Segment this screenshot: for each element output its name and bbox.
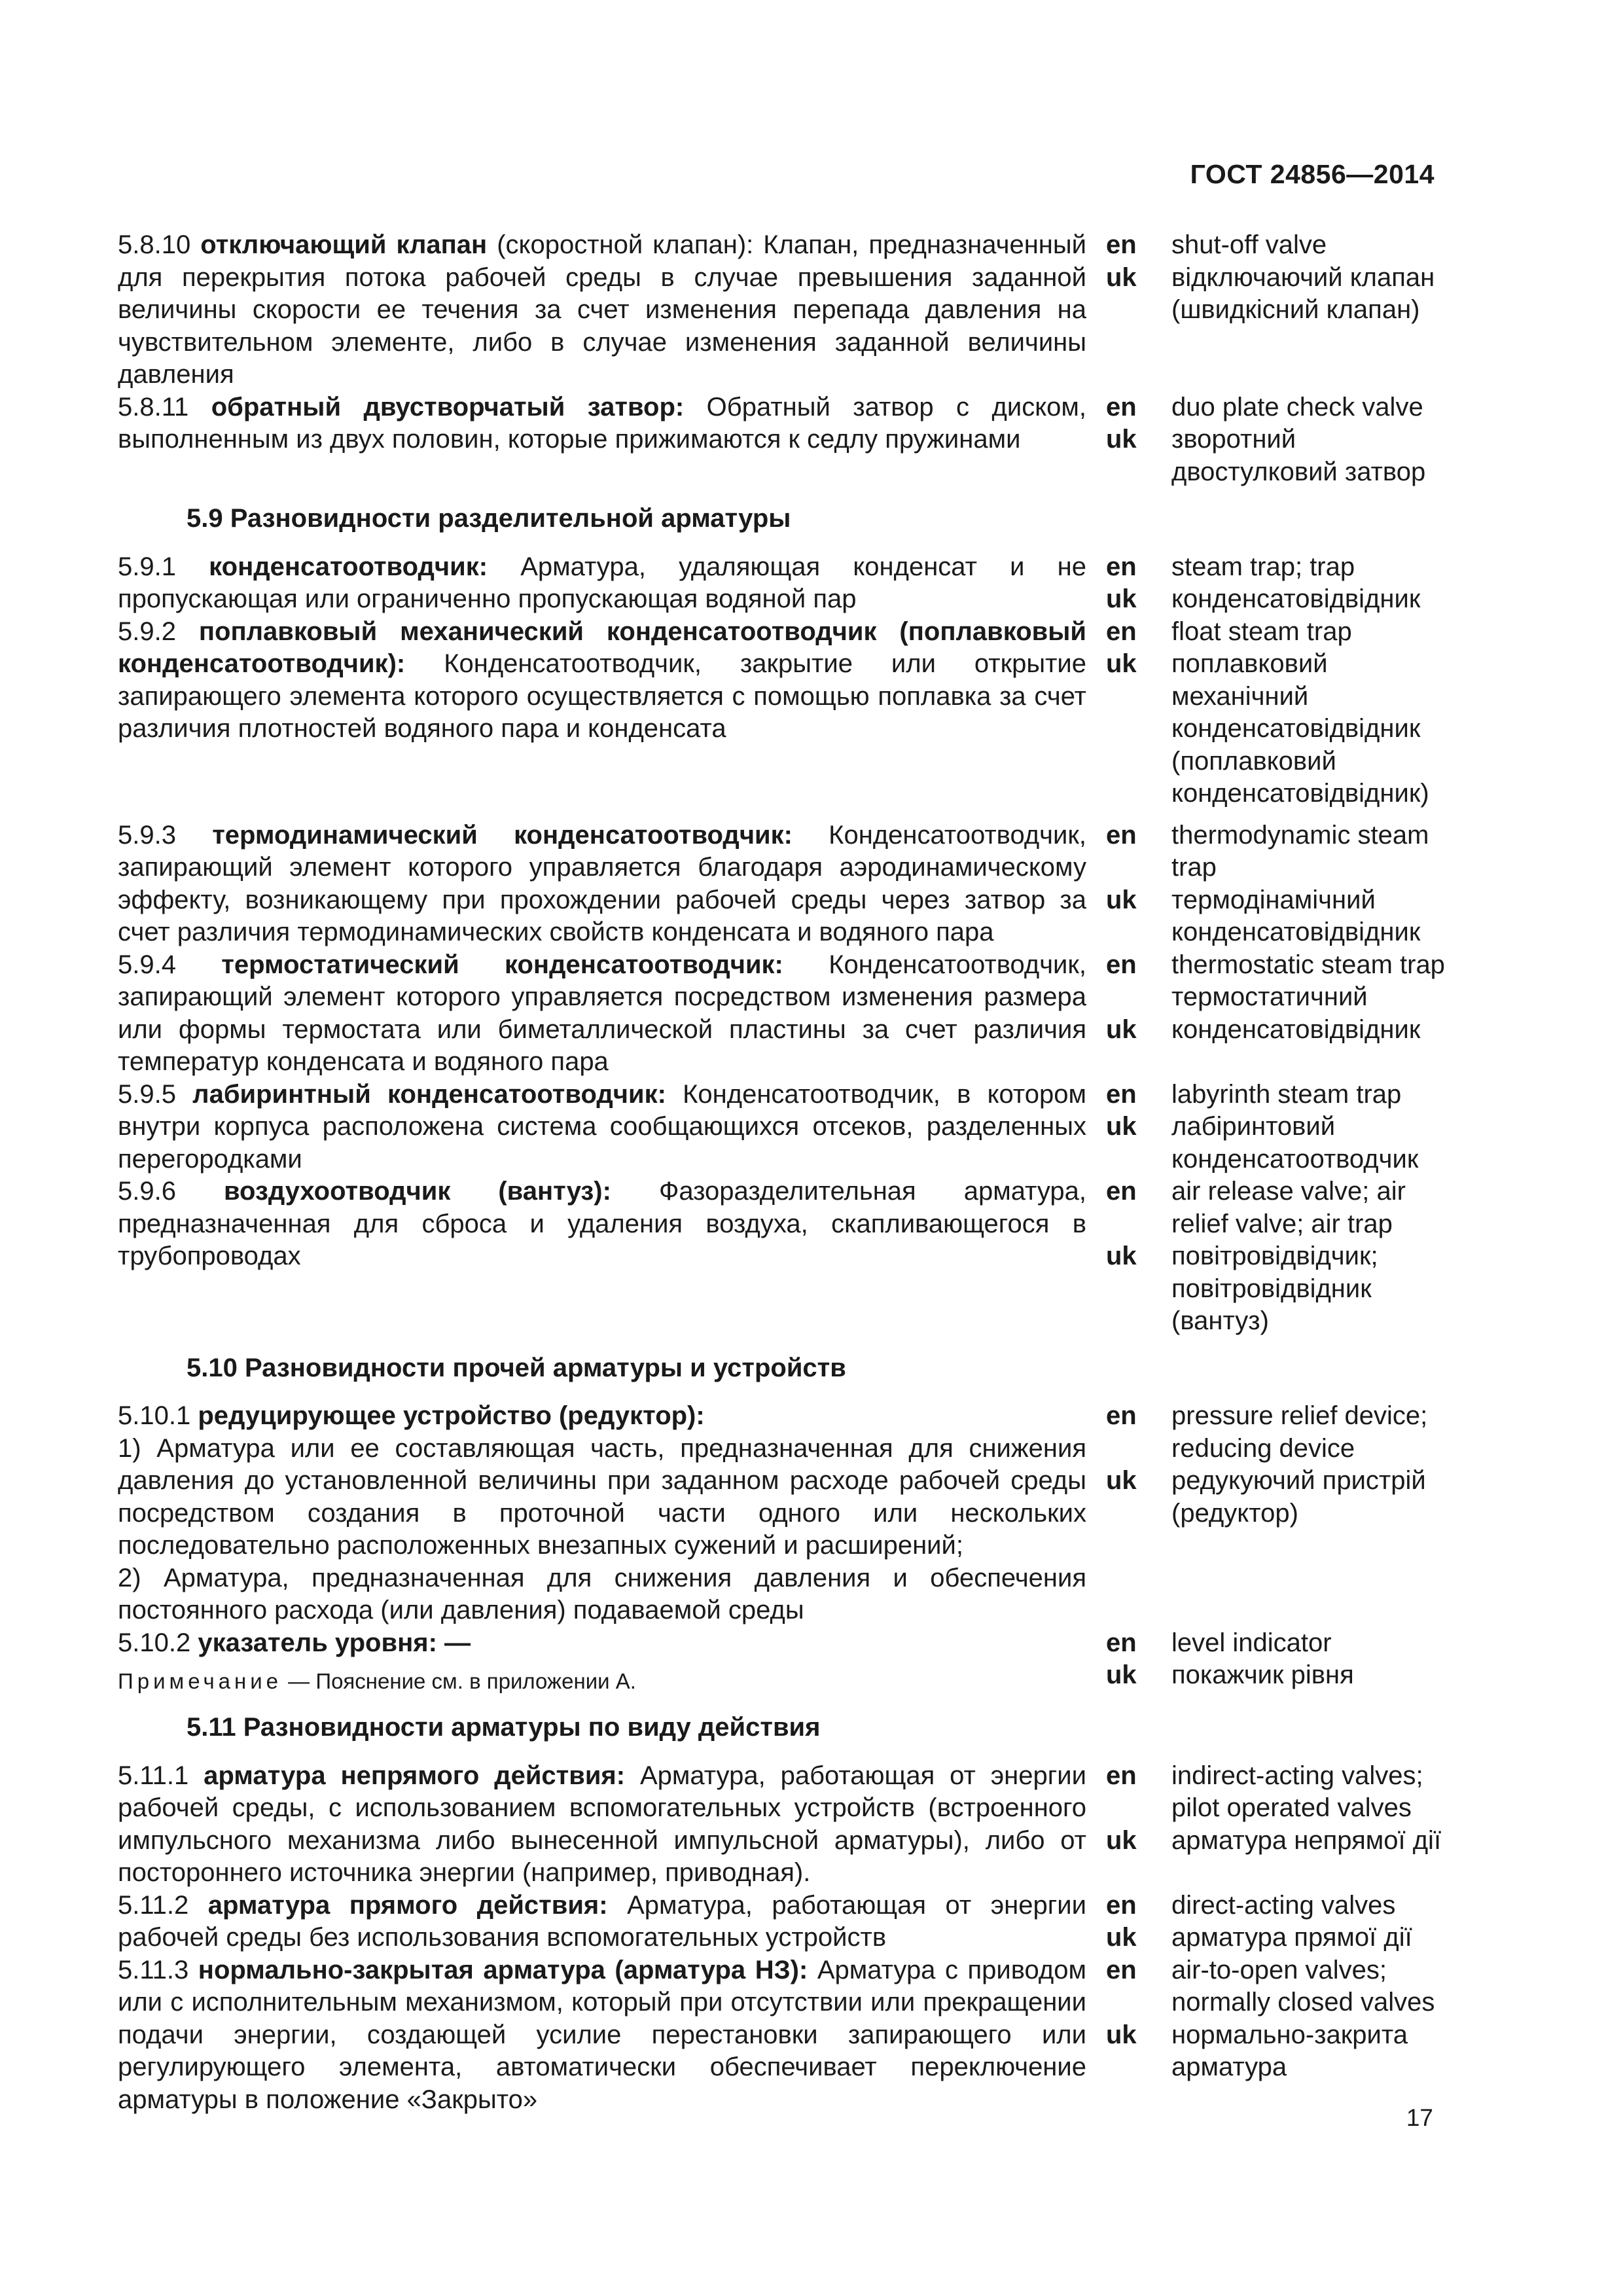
translation-uk: редукуючий пристрій (редуктор)	[1171, 1466, 1426, 1528]
term-number: 5.10.2	[118, 1628, 191, 1657]
lang-code-uk: uk	[1106, 885, 1137, 914]
translations	[1171, 1760, 1446, 1890]
translation-uk: арматура прямої дії	[1171, 1923, 1412, 1952]
translations	[1171, 616, 1446, 810]
lang-codes	[1106, 819, 1152, 949]
note	[118, 1667, 1086, 1696]
lang-code-en: en	[1106, 1761, 1137, 1790]
lang-code-uk: uk	[1106, 2020, 1137, 2049]
lang-code-en: en	[1106, 1401, 1137, 1430]
translation-uk: відключаючий клапан (швидкісний клапан)	[1171, 262, 1435, 324]
lang-codes	[1106, 1954, 1152, 2117]
lang-code-uk: uk	[1106, 1923, 1137, 1952]
translation-uk: термодінамічний конденсатовідвідник	[1171, 885, 1421, 946]
lang-codes	[1106, 1890, 1152, 1954]
term-name: поплавковый механический конденсатоотводчик (поплавковый конденсатоотводчик):	[118, 617, 1086, 678]
term-name: арматура непрямого действия:	[204, 1761, 626, 1790]
translation-uk: повітровідвідчик; повітровідвідник (вантуз)	[1171, 1242, 1378, 1335]
note-label: Примечание	[118, 1669, 283, 1693]
lang-codes	[1106, 551, 1152, 616]
translation-en: air-to-open valves; normally closed valves	[1171, 1955, 1435, 2017]
lang-code-uk: uk	[1106, 1466, 1137, 1495]
term-text: Фазоразделительная арматура, предназначенная для сброса и удаления воздуха, скапливающегося в трубопроводах	[118, 1177, 1086, 1270]
translations	[1171, 1890, 1446, 1954]
term-definition	[118, 819, 1086, 949]
translation-uk: поплавковий механічний конденсатовідвідник (поплавковий конденсатовідвідник)	[1171, 649, 1429, 808]
translation-en: thermostatic steam trap	[1171, 950, 1445, 979]
lang-code-uk: uk	[1106, 1660, 1137, 1689]
term-text: Арматура, работающая от энергии рабочей среды, с использованием вспомогательных устройств (встроенного импульсного механизма либо вынесенной импульсной арматуры), либо от постороннего источника энергии (например, приводная).	[118, 1761, 1086, 1887]
translation-uk: арматура непрямої дії	[1171, 1825, 1442, 1855]
term-number: 5.9.3	[118, 820, 176, 850]
lang-code-en: en	[1106, 1177, 1137, 1206]
term-definition	[118, 391, 1086, 489]
lang-codes	[1106, 1627, 1152, 1712]
term-name: нормально-закрытая арматура (арматура НЗ):	[198, 1955, 808, 1984]
term-entry-5-9-1	[118, 551, 1446, 616]
lang-code-en: en	[1106, 230, 1137, 259]
term-entry-5-9-3	[118, 819, 1446, 949]
translation-en: indirect-acting valves; pilot operated valves	[1171, 1761, 1423, 1822]
translations	[1171, 551, 1446, 616]
document-header: ГОСТ 24856—2014	[1190, 159, 1435, 189]
translations	[1171, 1400, 1446, 1627]
term-definition	[118, 1400, 1086, 1627]
translation-en: thermodynamic steam trap	[1171, 820, 1429, 882]
term-text: Обратный затвор с диском, выполненным из двух половин, которые прижимаются к седлу пружинами	[118, 392, 1086, 454]
translation-en: air release valve; air relief valve; air trap	[1171, 1177, 1406, 1238]
lang-codes	[1106, 949, 1152, 1079]
translation-en: duo plate check valve	[1171, 392, 1423, 422]
term-number: 5.9.5	[118, 1079, 176, 1109]
note-text: — Пояснение см. в приложении А.	[282, 1669, 636, 1693]
term-definition	[118, 616, 1086, 810]
lang-code-en: en	[1106, 1628, 1137, 1657]
term-entry-5-8-10	[118, 229, 1446, 391]
lang-codes	[1106, 616, 1152, 810]
translation-en: float steam trap	[1171, 617, 1352, 646]
term-text: Арматура, удаляющая конденсат и не пропускающая или ограниченно пропускающая водяной пар	[118, 552, 1086, 613]
term-text: (скоростной клапан): Клапан, предназначенный для перекрытия потока рабочей среды в случае превышения заданной величины скорости ее течения за счет изменения перепада давления на чувствительном элементе, либо в случае изменения заданной величины давления	[118, 230, 1086, 389]
term-definition	[118, 1890, 1086, 1954]
term-entry-5-8-11	[118, 391, 1446, 489]
term-text: Арматура, работающая от энергии рабочей среды без использования вспомогательных устройств	[118, 1890, 1086, 1952]
term-text-part-1: 1) Арматура или ее составляющая часть, предназначенная для снижения давления до установленной величины при заданном расходе рабочей среды посредством создания в проточной части одного или нескольких последовательно расположенных внезапных сужений и расширений;	[118, 1433, 1086, 1560]
term-definition	[118, 1760, 1086, 1890]
term-number: 5.9.2	[118, 617, 176, 646]
term-definition	[118, 949, 1086, 1079]
translations	[1171, 391, 1446, 489]
section-heading-5-11: 5.11 Разновидности арматуры по виду действия	[187, 1713, 821, 1742]
term-number: 5.9.1	[118, 552, 176, 581]
translations	[1171, 949, 1446, 1079]
term-number: 5.8.11	[118, 392, 189, 422]
lang-code-uk: uk	[1106, 262, 1137, 292]
lang-codes	[1106, 1400, 1152, 1627]
translation-uk: покажчик рівня	[1171, 1660, 1354, 1689]
translations	[1171, 819, 1446, 949]
term-definition	[118, 1175, 1086, 1338]
term-text: Арматура с приводом или с исполнительным механизмом, который при отсутствии или прекращении подачи энергии, создающей усилие перестановки запирающего или регулирующего элемента, автоматически обеспечивает переключение арматуры в положение «Закрыто»	[118, 1955, 1086, 2114]
translation-uk: конденсатовідвідник	[1171, 584, 1421, 613]
term-name: обратный двустворчатый затвор:	[211, 392, 685, 422]
term-name: термостатический конденсатоотводчик:	[221, 950, 783, 979]
translations	[1171, 1954, 1446, 2117]
term-text-part-2: 2) Арматура, предназначенная для снижения давления и обеспечения постоянного расхода (или давления) подаваемой среды	[118, 1563, 1086, 1624]
lang-code-en: en	[1106, 820, 1137, 850]
term-entry-5-10-1	[118, 1400, 1446, 1627]
translation-en: level indicator	[1171, 1628, 1332, 1657]
lang-code-en: en	[1106, 950, 1137, 979]
translation-en: labyrinth steam trap	[1171, 1079, 1402, 1109]
document-body	[118, 229, 1446, 2116]
term-name: лабиринтный конденсатоотводчик:	[192, 1079, 666, 1109]
term-entry-5-9-5	[118, 1079, 1446, 1176]
term-name: арматура прямого действия:	[207, 1890, 608, 1920]
translation-uk: нормально-закрита арматура	[1171, 2020, 1408, 2081]
term-name: термодинамический конденсатоотводчик:	[212, 820, 793, 850]
lang-code-en: en	[1106, 392, 1137, 422]
translation-uk: лабіринтовий конденсатоотводчик	[1171, 1112, 1419, 1174]
term-name: отключающий клапан	[200, 230, 488, 259]
lang-code-uk: uk	[1106, 1112, 1137, 1141]
lang-code-uk: uk	[1106, 425, 1137, 454]
translation-en: shut-off valve	[1171, 230, 1327, 259]
translations	[1171, 229, 1446, 391]
lang-codes	[1106, 1175, 1152, 1338]
term-entry-5-9-2	[118, 616, 1446, 810]
term-definition	[118, 1954, 1086, 2117]
term-entry-5-9-4	[118, 949, 1446, 1079]
lang-code-uk: uk	[1106, 649, 1137, 678]
lang-codes	[1106, 1079, 1152, 1176]
lang-code-en: en	[1106, 1890, 1137, 1920]
term-entry-5-10-2	[118, 1627, 1446, 1712]
term-text: Конденсатоотводчик, запирающий элемент которого управляется посредством изменения размера или формы термостата или биметаллической пластины за счет различия температур конденсата и водяного пара	[118, 950, 1087, 1076]
term-number: 5.11.2	[118, 1890, 189, 1920]
lang-code-en: en	[1106, 552, 1137, 581]
section-heading-5-9: 5.9 Разновидности разделительной арматуры	[187, 504, 791, 533]
term-entry-5-9-6	[118, 1175, 1446, 1338]
lang-codes	[1106, 391, 1152, 489]
lang-codes	[1106, 229, 1152, 391]
term-entry-5-11-3	[118, 1954, 1446, 2117]
term-number: 5.8.10	[118, 230, 191, 259]
lang-code-uk: uk	[1106, 1014, 1137, 1044]
term-name: указатель уровня: —	[198, 1628, 471, 1657]
term-entry-5-11-2	[118, 1890, 1446, 1954]
term-name: конденсатоотводчик:	[209, 552, 488, 581]
page-number: 17	[1406, 2104, 1433, 2131]
term-number: 5.9.4	[118, 950, 176, 979]
term-number: 5.9.6	[118, 1177, 176, 1206]
term-number: 5.10.1	[118, 1401, 191, 1430]
lang-code-en: en	[1106, 1079, 1137, 1109]
lang-code-uk: uk	[1106, 1825, 1137, 1855]
term-definition	[118, 551, 1086, 616]
translations	[1171, 1079, 1446, 1176]
term-definition	[118, 1627, 1086, 1712]
term-text: Конденсатоотводчик, запирающий элемент которого управляется благодаря аэродинамическому эффекту, возникающему при прохождении рабочей среды через затвор за счет различия термодинамических свойств конденсата и водяного пара	[118, 820, 1086, 946]
term-number: 5.11.1	[118, 1761, 189, 1790]
term-definition	[118, 1079, 1086, 1176]
translation-en: pressure relief device; reducing device	[1171, 1401, 1428, 1463]
translation-en: steam trap; trap	[1171, 552, 1355, 581]
translations	[1171, 1175, 1446, 1338]
term-text: Конденсатоотводчик, закрытие или открытие запирающего элемента которого осуществляется с помощью поплавка за счет различия плотностей водяного пара и конденсата	[118, 649, 1086, 743]
translation-uk: термостатичний конденсатовідвідник	[1171, 982, 1421, 1044]
lang-code-en: en	[1106, 1955, 1137, 1984]
term-number: 5.11.3	[118, 1955, 189, 1984]
term-entry-5-11-1	[118, 1760, 1446, 1890]
lang-code-uk: uk	[1106, 1242, 1137, 1270]
term-name: редуцирующее устройство (редуктор):	[198, 1401, 705, 1430]
lang-codes	[1106, 1760, 1152, 1890]
translation-uk: зворотний двостулковий затвор	[1171, 425, 1426, 486]
term-name: воздухоотводчик (вантуз):	[223, 1177, 611, 1206]
lang-code-uk: uk	[1106, 584, 1137, 613]
term-text: Конденсатоотводчик, в котором внутри корпуса расположена система сообщающихся отсеков, разделенных перегородками	[118, 1079, 1086, 1174]
translation-en: direct-acting valves	[1171, 1890, 1396, 1920]
translations	[1171, 1627, 1446, 1712]
lang-code-en: en	[1106, 617, 1137, 646]
term-definition	[118, 229, 1086, 391]
section-heading-5-10: 5.10 Разновидности прочей арматуры и устройств	[187, 1353, 846, 1382]
